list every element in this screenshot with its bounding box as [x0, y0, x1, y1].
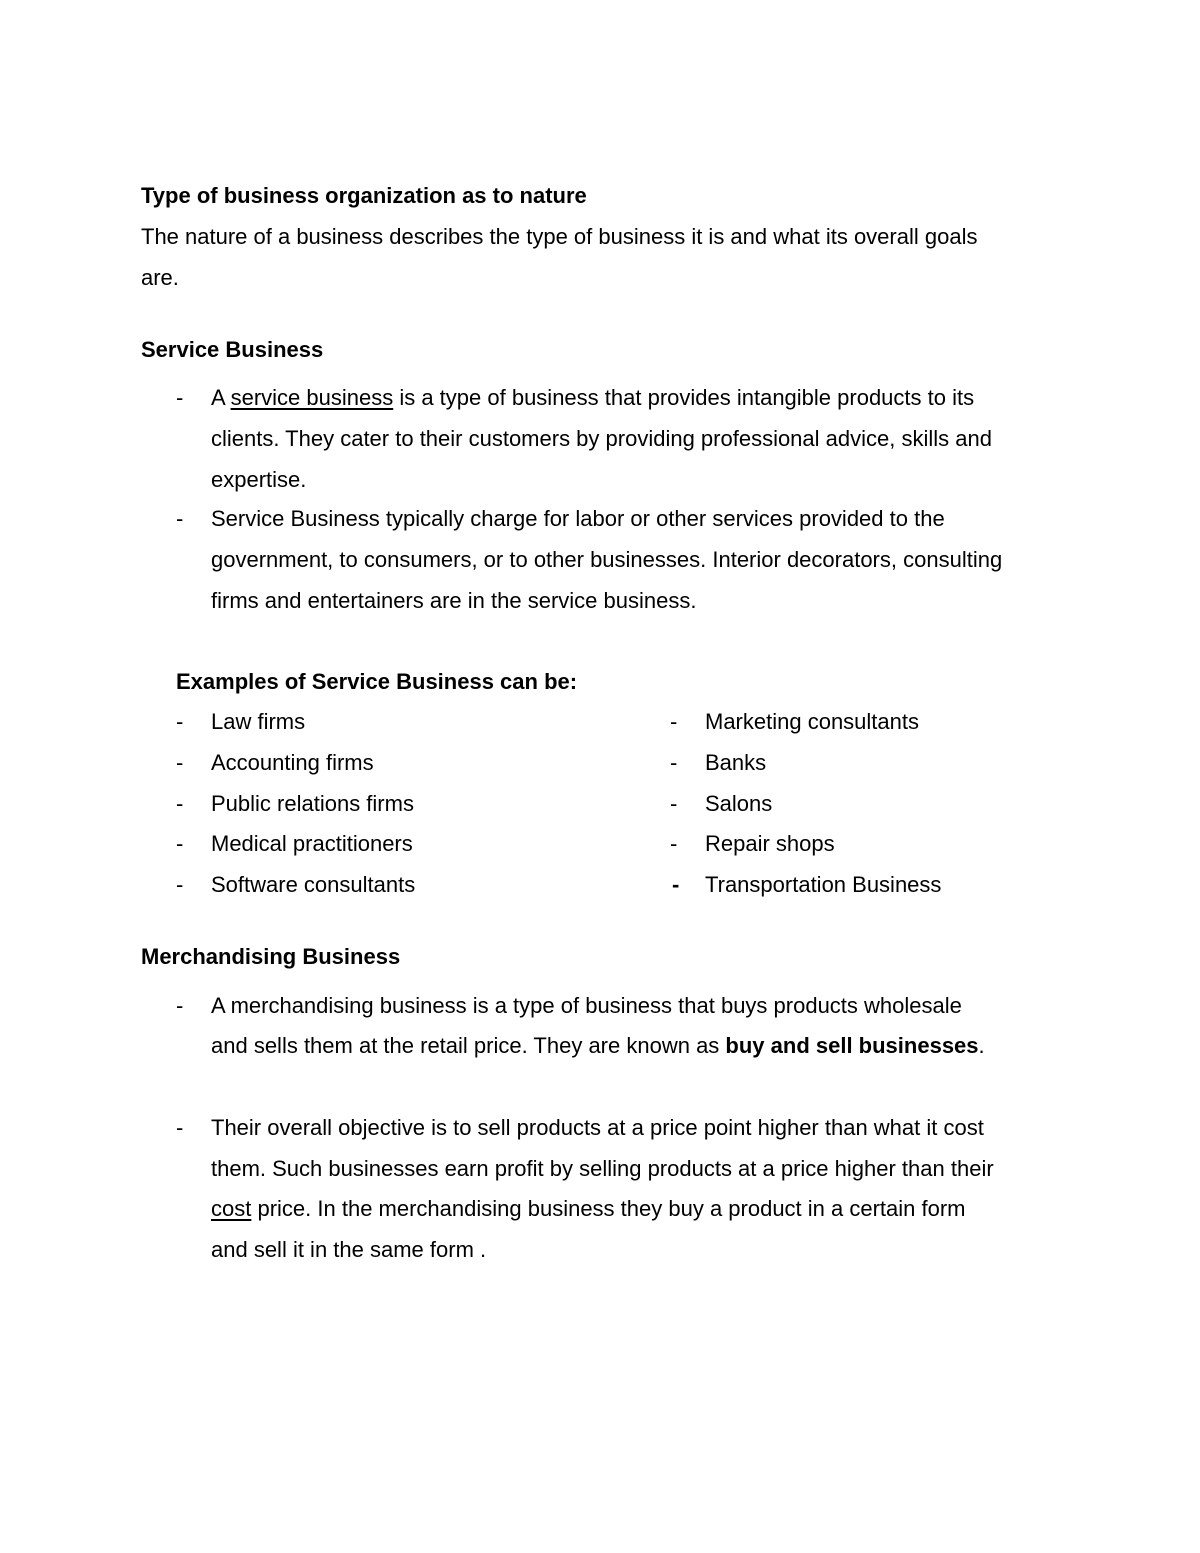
example-item: Marketing consultants [705, 709, 919, 734]
examples-heading: Examples of Service Business can be: [176, 669, 578, 694]
text-span: and sells them at the retail price. They are known as [211, 1033, 726, 1058]
service-bullet-line: firms and entertainers are in the service business. [211, 588, 697, 613]
merch-bullet-line: and sell it in the same form . [211, 1237, 487, 1262]
example-item: Public relations firms [211, 791, 414, 816]
example-item: Transportation Business [705, 872, 942, 897]
example-item: Banks [705, 750, 767, 775]
example-item: Law firms [211, 709, 306, 734]
example-item: Repair shops [705, 831, 835, 856]
service-bullet-line [211, 387, 974, 409]
section-heading-service: Service Business [141, 337, 324, 362]
example-item: Medical practitioners [211, 831, 413, 856]
text-span: is a type of business that provides intangible products to its [393, 385, 975, 410]
text-span: A [211, 385, 231, 410]
bullet-dash: - [670, 831, 678, 856]
example-item: Salons [705, 791, 773, 816]
bullet-dash: - [176, 831, 184, 856]
merch-bullet-line: Their overall objective is to sell products at a price point higher than what it cost [211, 1115, 984, 1140]
merch-bullet-line [211, 1198, 966, 1220]
text-span: . [978, 1033, 985, 1058]
service-bullet-line: Service Business typically charge for labor or other services provided to the [211, 506, 945, 531]
bullet-dash: - [176, 506, 184, 531]
intro-line: are. [141, 265, 179, 290]
bullet-dash: - [176, 872, 184, 897]
service-bullet-line: government, to consumers, or to other businesses. Interior decorators, consulting [211, 547, 1003, 572]
bullet-dash: - [176, 993, 184, 1018]
bullet-dash: - [176, 709, 184, 734]
document-title: Type of business organization as to nature [141, 183, 587, 208]
service-business-link[interactable]: service business [230, 385, 394, 410]
merch-bullet-line: them. Such businesses earn profit by selling products at a price higher than their [211, 1156, 994, 1181]
bullet-dash: - [670, 709, 678, 734]
buy-and-sell-emphasis: buy and sell businesses [725, 1033, 979, 1058]
example-item: Software consultants [211, 872, 416, 897]
service-bullet-line: clients. They cater to their customers by providing professional advice, skills and [211, 426, 992, 451]
intro-line: The nature of a business describes the type of business it is and what its overall goals [141, 224, 978, 249]
section-heading-merchandising: Merchandising Business [141, 944, 401, 969]
bullet-dash: - [176, 1115, 184, 1140]
bullet-dash: - [176, 750, 184, 775]
bullet-dash: - [176, 385, 184, 410]
service-bullet-line: expertise. [211, 467, 307, 492]
bullet-dash: - [670, 750, 678, 775]
bullet-dash: - [176, 791, 184, 816]
bullet-dash: - [670, 791, 678, 816]
cost-link[interactable]: cost [211, 1196, 252, 1221]
text-span: price. In the merchandising business they buy a product in a certain form [251, 1196, 966, 1221]
merch-bullet-line: A merchandising business is a type of business that buys products wholesale [211, 993, 962, 1018]
bullet-dash: - [672, 872, 680, 897]
example-item: Accounting firms [211, 750, 374, 775]
merch-bullet-line [211, 1035, 985, 1057]
